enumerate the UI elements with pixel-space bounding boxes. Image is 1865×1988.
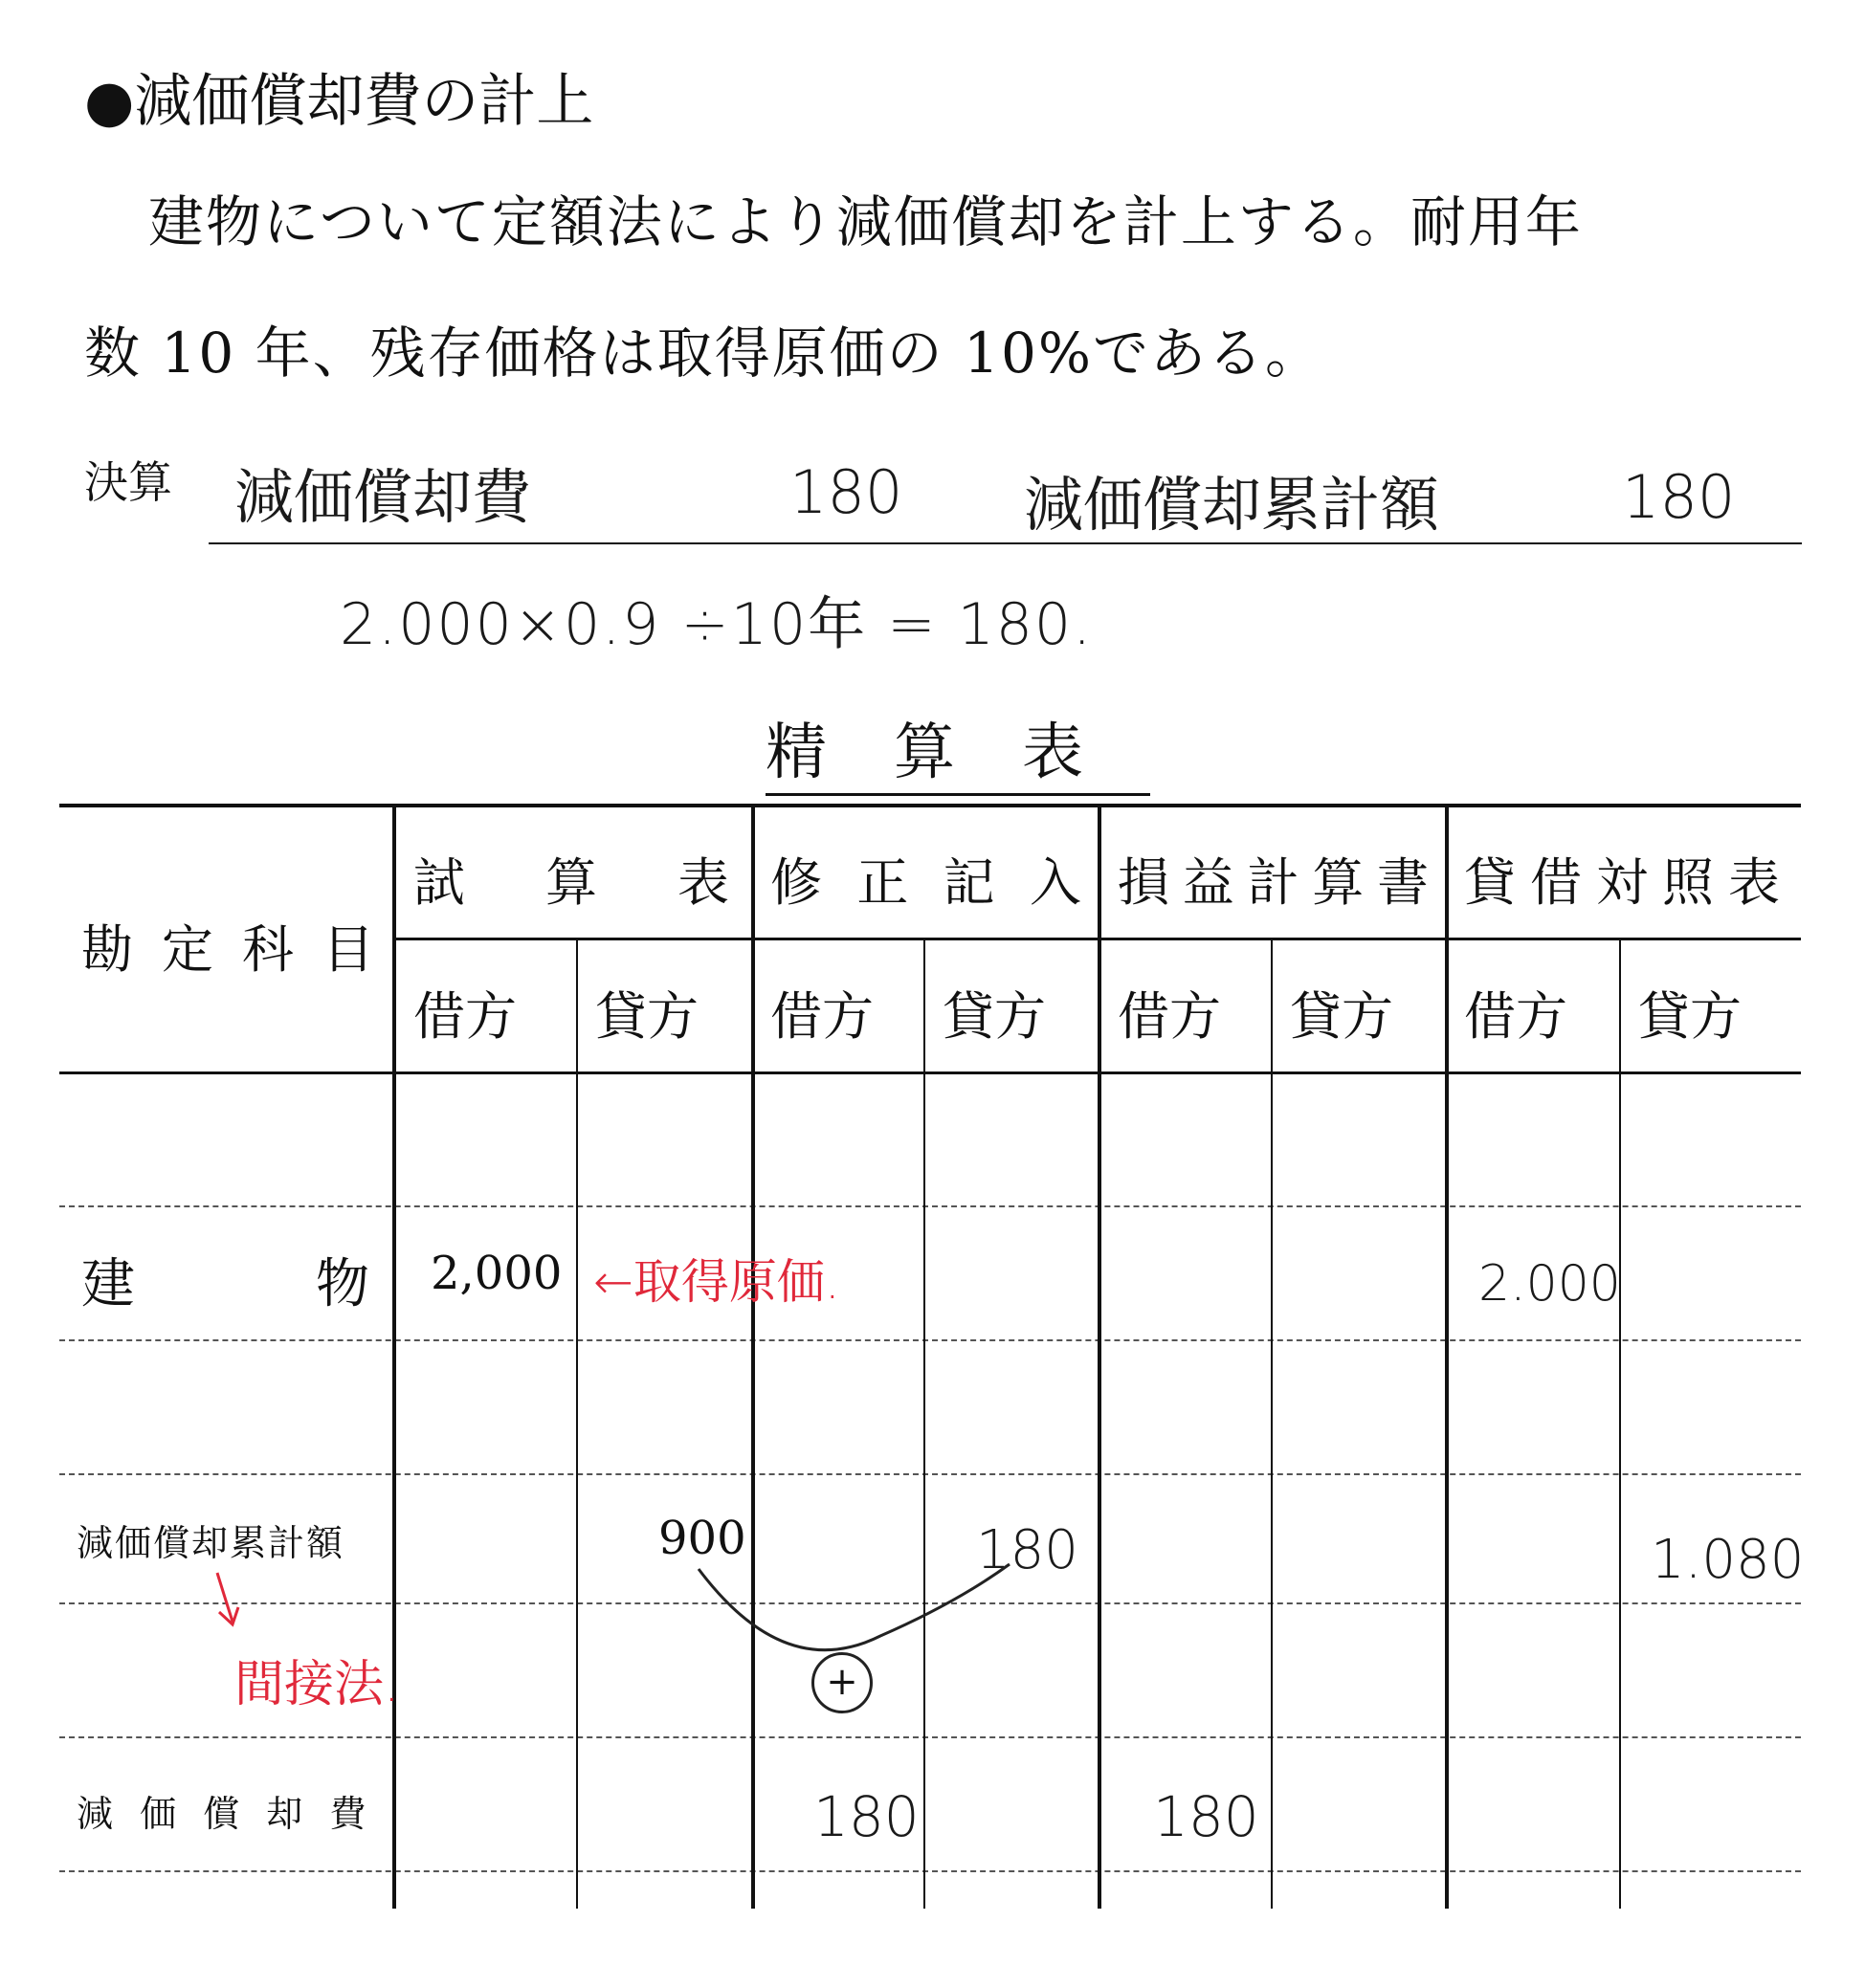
row-line <box>59 1870 1801 1872</box>
accumulated-bs-credit: 1.080 <box>1651 1529 1805 1591</box>
expense-pl-debit: 180 <box>1153 1784 1259 1849</box>
group-balance-sheet: 貸借対照表 <box>1464 852 1780 913</box>
sub-header-debit: 借方 <box>770 986 874 1047</box>
building-cost-note: ←取得原価. <box>593 1254 840 1310</box>
building-trial-debit: 2,000 <box>431 1247 563 1300</box>
problem-line-1: 建物について定額法により減価償却を計上する。耐用年 <box>148 189 1583 254</box>
sub-header-credit: 貸方 <box>943 986 1046 1047</box>
sub-header-debit: 借方 <box>413 986 517 1047</box>
row-line <box>59 1736 1801 1738</box>
account-building-part2: 物 <box>316 1253 369 1315</box>
col-divider <box>1271 939 1273 1909</box>
row-line <box>59 1339 1801 1341</box>
top-border <box>59 804 1801 807</box>
col-border <box>751 804 755 1909</box>
account-depreciation-expense: 減 価 償 却 費 <box>77 1793 374 1835</box>
account-header: 勘定科目 <box>81 919 403 980</box>
addition-curve <box>670 1550 1053 1655</box>
col-border <box>1445 804 1449 1909</box>
group-income-statement: 損益計算書 <box>1118 852 1429 913</box>
col-border <box>1098 804 1101 1909</box>
journal-debit-account: 減価償却費 <box>234 462 532 532</box>
problem-line-2: 数 10 年、残存価格は取得原価の 10%である。 <box>84 320 1323 386</box>
journal-underline <box>209 542 1802 544</box>
down-arrow-icon <box>206 1569 263 1641</box>
col-divider <box>923 939 925 1909</box>
heading: ●減価償却費の計上 <box>84 68 594 135</box>
indirect-method-note: 間接法. <box>234 1656 400 1713</box>
sub-header-debit: 借方 <box>1118 986 1221 1047</box>
col-divider <box>1619 939 1621 1909</box>
sub-header-credit: 貸方 <box>1290 986 1393 1047</box>
account-accumulated-depreciation: 減価償却累計額 <box>77 1522 345 1564</box>
row-line <box>59 1205 1801 1207</box>
journal-credit-account: 減価償却累計額 <box>1024 470 1440 540</box>
sub-header-debit: 借方 <box>1464 986 1567 1047</box>
sub-header-credit: 貸方 <box>1638 986 1742 1047</box>
header-bottom-border <box>59 1071 1801 1074</box>
expense-adjust-debit: 180 <box>813 1784 920 1849</box>
calculation: 2.000×0.9 ÷10年 = 180. <box>340 591 1094 658</box>
journal-debit-amount: 180 <box>789 457 903 527</box>
journal-label: 決算 <box>84 456 172 508</box>
group-trial-balance: 試算表 <box>413 852 729 913</box>
building-bs-debit: 2.000 <box>1478 1255 1621 1313</box>
journal-credit-amount: 180 <box>1622 462 1736 532</box>
row-line <box>59 1473 1801 1475</box>
accumulated-adjust-credit: 180 <box>976 1519 1078 1581</box>
account-building-part1: 建 <box>81 1253 135 1315</box>
accumulated-trial-credit: 900 <box>658 1512 746 1565</box>
plus-circle-mark: + <box>811 1652 873 1713</box>
sub-header-credit: 貸方 <box>595 986 699 1047</box>
worksheet-title: 精算表 <box>766 703 1150 796</box>
col-divider <box>576 939 578 1909</box>
group-adjustments: 修正記入 <box>770 852 1081 913</box>
